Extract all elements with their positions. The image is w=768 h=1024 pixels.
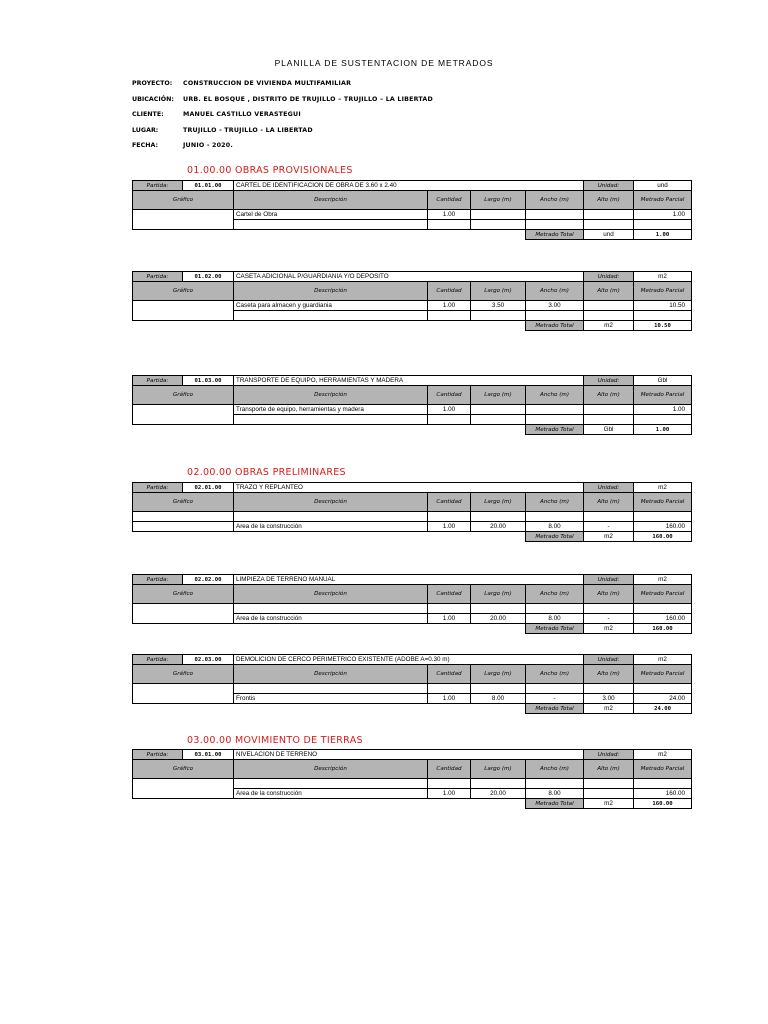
partida-block [132, 180, 691, 240]
metrado-parcial-header: Metrado Parcial [634, 386, 692, 405]
partida-code: 02.01.00 [183, 483, 234, 493]
descripcion-header: Descripción [234, 585, 428, 604]
metrado-total-label: Metrado Total [526, 425, 584, 435]
row-largo: 20.00 [471, 522, 526, 532]
metrado-parcial-header: Metrado Parcial [634, 585, 692, 604]
metrado-parcial-header: Metrado Parcial [634, 191, 692, 210]
row-largo: 20.00 [471, 789, 526, 799]
grafico-header: Gráfico [133, 585, 234, 604]
row-description: Frontis [234, 694, 428, 704]
row-largo: 3.50 [471, 301, 526, 311]
section-title-obras-provisionales: 01.00.00 OBRAS PROVISIONALES [187, 165, 353, 176]
partida-code: 02.02.00 [183, 575, 234, 585]
total-unit: m2 [584, 321, 634, 331]
row-parcial: 10.50 [634, 301, 692, 311]
header-row-lugar [132, 127, 433, 143]
total-unit: m2 [584, 532, 634, 542]
row-cantidad: 1.00 [428, 301, 471, 311]
partida-block [132, 375, 691, 435]
descripcion-header: Descripción [234, 665, 428, 684]
partida-description: CARTEL DE IDENTIFICACION DE OBRA DE 3.60 x 2.40 [234, 181, 584, 191]
cantidad-header: Cantidad [428, 665, 471, 684]
row-cantidad: 1.00 [428, 789, 471, 799]
row-description: Area de la construcción [234, 614, 428, 624]
section-title-obras-preliminares: 02.00.00 OBRAS PRELIMINARES [187, 467, 346, 478]
row-alto: - [584, 614, 634, 624]
descripcion-header: Descripción [234, 493, 428, 512]
partida-table [132, 375, 692, 435]
grafico-header: Gráfico [133, 493, 234, 512]
row-alto [584, 405, 634, 415]
header-label: FECHA: [132, 142, 159, 149]
alto-header: Alto (m) [584, 493, 634, 512]
header-label: CLIENTE: [132, 111, 164, 118]
header-value: JUNIO - 2020. [183, 142, 233, 149]
header-row-proyecto [132, 80, 433, 96]
row-alto: - [584, 522, 634, 532]
grafico-cell [133, 210, 234, 230]
partida-description: TRANSPORTE DE EQUIPO, HERRAMIENTAS Y MADERA [234, 376, 584, 386]
grafico-header: Gráfico [133, 760, 234, 779]
grafico-cell [133, 684, 234, 704]
header-row-ubicacion [132, 96, 433, 112]
header-label: PROYECTO: [132, 80, 173, 87]
row-cantidad: 1.00 [428, 614, 471, 624]
total-unit: m2 [584, 624, 634, 634]
unidad-label: Unidad: [584, 750, 634, 760]
partida-description: DEMOLICION DE CERCO PERIMETRICO EXISTENTE (ADOBE A=0.30 m) [234, 655, 584, 665]
partida-code: 02.03.00 [183, 655, 234, 665]
cantidad-header: Cantidad [428, 585, 471, 604]
partida-description: LIMPIEZA DE TERRENO MANUAL [234, 575, 584, 585]
unidad-label: Unidad: [584, 655, 634, 665]
partida-code: 01.01.00 [183, 181, 234, 191]
row-ancho: - [526, 694, 584, 704]
header-label: UBICACIÓN: [132, 95, 174, 103]
partida-label: Partida: [133, 483, 183, 493]
project-header [132, 80, 433, 158]
row-parcial: 160.00 [634, 614, 692, 624]
ancho-header: Ancho (m) [526, 386, 584, 405]
row-cantidad: 1.00 [428, 210, 471, 220]
unidad-value: m2 [634, 483, 692, 493]
row-parcial: 160.00 [634, 522, 692, 532]
header-row-fecha [132, 142, 433, 158]
row-alto [584, 210, 634, 220]
row-ancho [526, 405, 584, 415]
largo-header: Largo (m) [471, 386, 526, 405]
metrado-parcial-header: Metrado Parcial [634, 493, 692, 512]
header-value: CONSTRUCCION DE VIVIENDA MULTIFAMILIAR [183, 80, 352, 87]
grafico-cell [133, 405, 234, 425]
partida-label: Partida: [133, 655, 183, 665]
largo-header: Largo (m) [471, 191, 526, 210]
partida-table [132, 574, 692, 634]
grafico-header: Gráfico [133, 282, 234, 301]
partida-label: Partida: [133, 181, 183, 191]
row-largo: 20.00 [471, 614, 526, 624]
header-value: TRUJILLO - TRUJILLO - LA LIBERTAD [183, 126, 313, 134]
row-parcial: 1.00 [634, 405, 692, 415]
header-label: LUGAR: [132, 126, 159, 134]
unidad-label: Unidad: [584, 575, 634, 585]
row-parcial: 1.00 [634, 210, 692, 220]
partida-description: CASETA ADICIONAL P/GUARDIANIA Y/O DEPOSITO [234, 272, 584, 282]
metrado-total-label: Metrado Total [526, 704, 584, 714]
partida-block [132, 574, 691, 634]
partida-code: 03.01.00 [183, 750, 234, 760]
unidad-value: Gbl [634, 376, 692, 386]
metrado-total-value: 1.00 [634, 230, 692, 240]
total-unit: m2 [584, 704, 634, 714]
cantidad-header: Cantidad [428, 493, 471, 512]
cantidad-header: Cantidad [428, 282, 471, 301]
row-parcial: 24.00 [634, 694, 692, 704]
unidad-value: m2 [634, 272, 692, 282]
partida-label: Partida: [133, 750, 183, 760]
unidad-label: Unidad: [584, 483, 634, 493]
metrado-total-value: 10.50 [634, 321, 692, 331]
largo-header: Largo (m) [471, 760, 526, 779]
alto-header: Alto (m) [584, 585, 634, 604]
descripcion-header: Descripción [234, 191, 428, 210]
row-parcial: 160.00 [634, 789, 692, 799]
ancho-header: Ancho (m) [526, 493, 584, 512]
row-ancho: 3.00 [526, 301, 584, 311]
ancho-header: Ancho (m) [526, 191, 584, 210]
total-unit: Gbl [584, 425, 634, 435]
alto-header: Alto (m) [584, 760, 634, 779]
partida-description: NIVELACION DE TERRENO [234, 750, 584, 760]
row-ancho: 8.00 [526, 522, 584, 532]
row-description: Caseta para almacen y guardiania [234, 301, 428, 311]
partida-label: Partida: [133, 376, 183, 386]
cantidad-header: Cantidad [428, 386, 471, 405]
descripcion-header: Descripción [234, 282, 428, 301]
section-title-movimiento-de-tierras: 03.00.00 MOVIMIENTO DE TIERRAS [187, 735, 363, 746]
largo-header: Largo (m) [471, 282, 526, 301]
ancho-header: Ancho (m) [526, 665, 584, 684]
ancho-header: Ancho (m) [526, 585, 584, 604]
metrado-total-value: 160.00 [634, 624, 692, 634]
unidad-label: Unidad: [584, 272, 634, 282]
cantidad-header: Cantidad [428, 191, 471, 210]
row-alto [584, 301, 634, 311]
grafico-header: Gráfico [133, 191, 234, 210]
partida-label: Partida: [133, 272, 183, 282]
row-cantidad: 1.00 [428, 405, 471, 415]
grafico-cell [133, 604, 234, 624]
largo-header: Largo (m) [471, 665, 526, 684]
grafico-cell [133, 522, 234, 532]
unidad-value: m2 [634, 655, 692, 665]
total-unit: und [584, 230, 634, 240]
metrado-parcial-header: Metrado Parcial [634, 760, 692, 779]
partida-table [132, 180, 692, 240]
grafico-header: Gráfico [133, 386, 234, 405]
row-description: Area de la construcción [234, 789, 428, 799]
metrado-total-label: Metrado Total [526, 799, 584, 809]
row-ancho: 8.00 [526, 789, 584, 799]
alto-header: Alto (m) [584, 665, 634, 684]
cantidad-header: Cantidad [428, 760, 471, 779]
row-ancho: 8.00 [526, 614, 584, 624]
partida-block [132, 749, 691, 809]
alto-header: Alto (m) [584, 282, 634, 301]
row-cantidad: 1.00 [428, 522, 471, 532]
row-description: Area de la construcción [234, 522, 428, 532]
partida-code: 01.02.00 [183, 272, 234, 282]
header-value: URB. EL BOSQUE , DISTRITO DE TRUJILLO – TRUJILLO – LA LIBERTAD [183, 95, 433, 103]
partida-block [132, 271, 691, 331]
unidad-label: Unidad: [584, 376, 634, 386]
largo-header: Largo (m) [471, 585, 526, 604]
descripcion-header: Descripción [234, 386, 428, 405]
partida-block [132, 482, 691, 542]
unidad-label: Unidad: [584, 181, 634, 191]
grafico-header: Gráfico [133, 665, 234, 684]
metrado-total-value: 24.00 [634, 704, 692, 714]
ancho-header: Ancho (m) [526, 282, 584, 301]
header-row-cliente [132, 111, 433, 127]
page-title: PLANILLA DE SUSTENTACION DE METRADOS [274, 58, 494, 68]
descripcion-header: Descripción [234, 760, 428, 779]
ancho-header: Ancho (m) [526, 760, 584, 779]
metrado-total-value: 160.00 [634, 532, 692, 542]
row-cantidad: 1.00 [428, 694, 471, 704]
largo-header: Largo (m) [471, 493, 526, 512]
alto-header: Alto (m) [584, 386, 634, 405]
partida-block [132, 654, 691, 714]
metrado-total-label: Metrado Total [526, 230, 584, 240]
metrado-total-label: Metrado Total [526, 321, 584, 331]
grafico-cell [133, 779, 234, 799]
row-description: Cartel de Obra [234, 210, 428, 220]
row-largo [471, 210, 526, 220]
metrado-parcial-header: Metrado Parcial [634, 665, 692, 684]
row-largo: 8.00 [471, 694, 526, 704]
row-description: Transporte de equipo, herramientas y madera [234, 405, 428, 415]
alto-header: Alto (m) [584, 191, 634, 210]
grafico-cell [133, 301, 234, 321]
metrado-total-label: Metrado Total [526, 532, 584, 542]
metrado-parcial-header: Metrado Parcial [634, 282, 692, 301]
metrado-total-value: 160.00 [634, 799, 692, 809]
partida-table [132, 654, 692, 714]
row-alto [584, 789, 634, 799]
partida-code: 01.03.00 [183, 376, 234, 386]
partida-table [132, 749, 692, 809]
unidad-value: m2 [634, 750, 692, 760]
row-largo [471, 405, 526, 415]
row-alto: 3.00 [584, 694, 634, 704]
metrado-total-value: 1.00 [634, 425, 692, 435]
partida-description: TRAZO Y REPLANTEO [234, 483, 584, 493]
total-unit: m2 [584, 799, 634, 809]
grafico-cell [133, 512, 234, 522]
partida-table [132, 271, 692, 331]
unidad-value: und [634, 181, 692, 191]
metrado-total-label: Metrado Total [526, 624, 584, 634]
unidad-value: m2 [634, 575, 692, 585]
partida-label: Partida: [133, 575, 183, 585]
header-value: MANUEL CASTILLO VERASTEGUI [183, 111, 301, 118]
row-ancho [526, 210, 584, 220]
partida-table [132, 482, 692, 542]
